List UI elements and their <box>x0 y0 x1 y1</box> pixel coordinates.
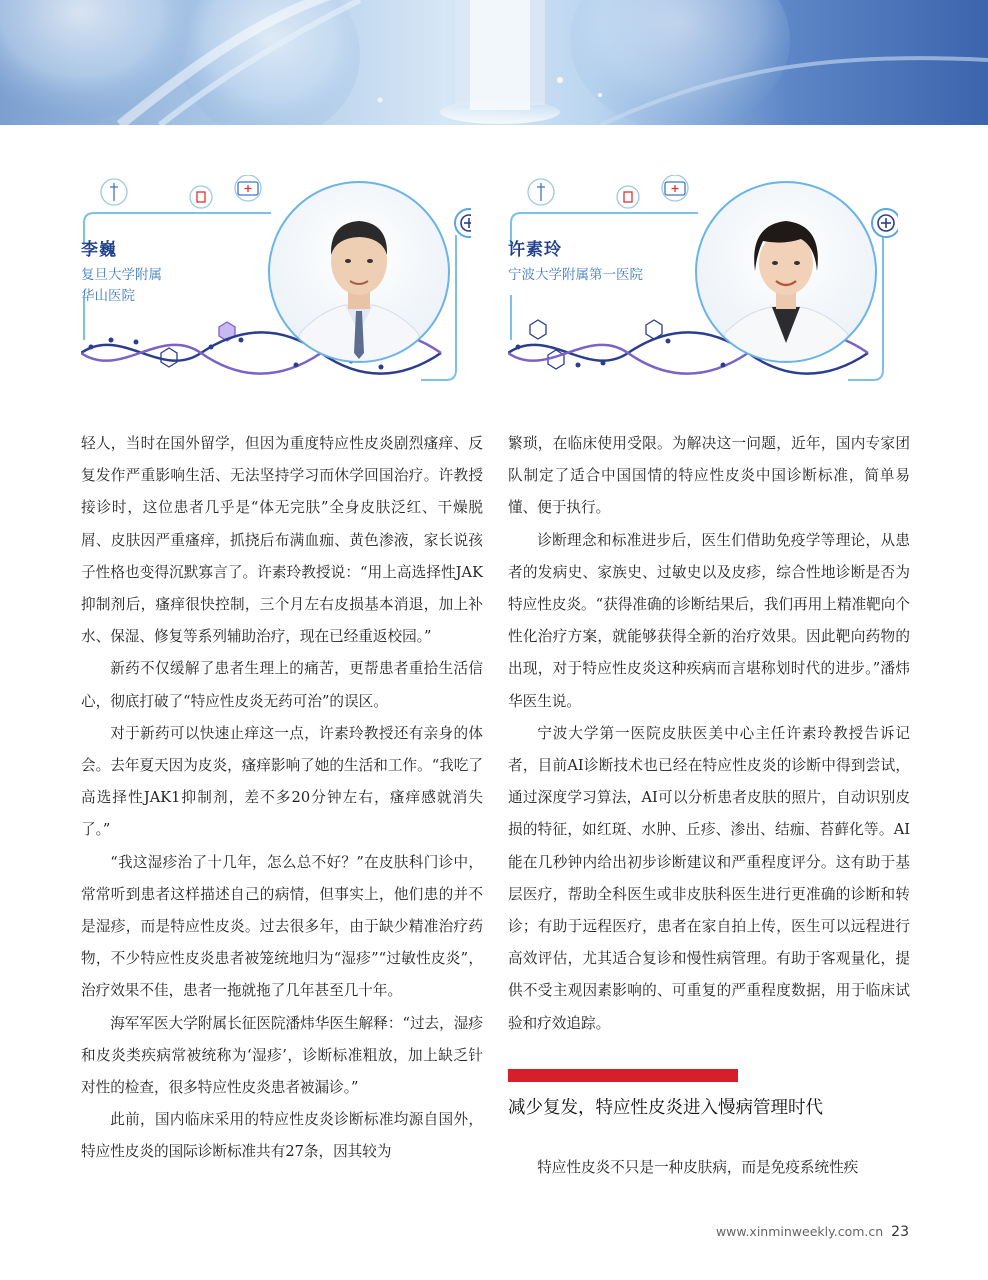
doctor-name: 许素玲 <box>508 240 562 260</box>
affiliation-line: 华山医院 <box>81 288 135 304</box>
page-number: 23 <box>891 1224 909 1240</box>
paragraph: 海军军医大学附属长征医院潘炜华医生解释：“过去，湿疹和皮炎类疾病常被统称为‘湿疹’，诊断标准粗放，加上缺乏针对性的检查，很多特应性皮炎患者被漏诊。” <box>81 1014 483 1097</box>
paragraph: 新药不仅缓解了患者生理上的痛苦，更帮患者重拾生活信心，彻底打破了“特应性皮炎无药可治”的误区。 <box>81 660 483 710</box>
paragraph: 宁波大学第一医院皮肤医美中心主任许素玲教授告诉记者，目前AI诊断技术也已经在特应性皮炎的诊断中得到尝试，通过深度学习算法，AI可以分析患者皮肤的照片，自动识别皮损的特征，如红斑、水肿、丘疹、渗出、结痂、苔藓化等。AI能在几秒钟内给出初步诊断建议和严重程度评分。这有助于基层医疗，帮助全科医生或非皮肤科医生进行更准确的诊断和转诊；有助于远程医疗，患者在家自拍上传，医生可以远程进行高效评估，尤其适合复诊和慢性病管理。有助于客观量化，提供不受主观因素影响的、可重复的严重程度数据，用于临床试验和疗效追踪。 <box>508 724 910 1032</box>
paragraph: 对于新药可以快速止痒这一点，许素玲教授还有亲身的体会。去年夏天因为皮炎，瘙痒影响了她的生活和工作。“我吃了高选择性JAK1抑制剂，差不多20分钟左右，瘙痒感就消失了。” <box>81 724 483 839</box>
section-accent-bar <box>508 1069 738 1082</box>
section-lead-paragraph: 特应性皮炎不只是一种皮肤病，而是免疫系统性疾 <box>537 1159 859 1176</box>
paragraph: 诊断理念和标准进步后，医生们借助免疫学等理论，从患者的发病史、家族史、过敏史以及皮疹，综合性地诊断是否为特应性皮炎。“获得准确的诊断结果后，我们再用上精准靶向个性化治疗方案，就能够获得全新的治疗效果。因此靶向药物的出现，对于特应性皮炎这种疾病而言堪称划时代的进步。”潘炜华医生说。 <box>508 531 910 710</box>
doctor-name: 李巍 <box>81 240 117 260</box>
paragraph: “我这湿疹治了十几年，怎么总不好？”在皮肤科门诊中，常常听到患者这样描述自己的病情，但事实上，他们患的并不是湿疹，而是特应性皮炎。过去很多年，由于缺少精准治疗药物，不少特应性皮炎患者被笼统地归为“湿疹”“过敏性皮炎”，治疗效果不佳，患者一拖就拖了几年甚至几十年。 <box>81 853 483 1000</box>
paragraph: 此前，国内临床采用的特应性皮炎诊断标准均源自国外，特应性皮炎的国际诊断标准共有27条，因其较为 <box>81 1111 483 1161</box>
paragraph: 轻人，当时在国外留学，但因为重度特应性皮炎剧烈瘙痒、反复发作严重影响生活、无法坚持学习而休学回国治疗。许教授接诊时，这位患者几乎是“体无完肤”全身皮肤泛红、干燥脱屑、皮肤因严重瘙痒，抓挠后布满血痂、黄色渗液，家长说孩子性格也变得沉默寡言了。许素玲教授说：“用上高选择性JAK抑制剂后，瘙痒很快控制，三个月左右皮损基本消退，加上补水、保湿、修复等系列辅助治疗，现在已经重返校园。” <box>81 435 483 646</box>
affiliation-line: 宁波大学附属第一医院 <box>508 267 643 283</box>
doctor-portrait-photo <box>695 181 877 363</box>
header-banner-image <box>0 0 988 125</box>
doctor-card-xu-suling <box>508 175 898 385</box>
doctor-affiliation <box>81 265 162 307</box>
page-footer <box>716 1224 909 1240</box>
section-title: 减少复发，特应性皮炎进入慢病管理时代 <box>508 1098 823 1118</box>
doctor-card-li-wei <box>81 175 471 385</box>
article-column-left <box>81 428 483 1169</box>
paragraph: 繁琐，在临床使用受限。为解决这一问题，近年，国内专家团队制定了适合中国国情的特应性皮炎中国诊断标准，简单易懂、便于执行。 <box>508 435 910 517</box>
affiliation-line: 复旦大学附属 <box>81 267 162 283</box>
doctor-portrait-photo <box>268 181 450 363</box>
website-url: www.xinminweekly.com.cn <box>715 1224 884 1239</box>
article-column-right <box>508 428 910 1040</box>
doctor-affiliation <box>508 265 643 286</box>
